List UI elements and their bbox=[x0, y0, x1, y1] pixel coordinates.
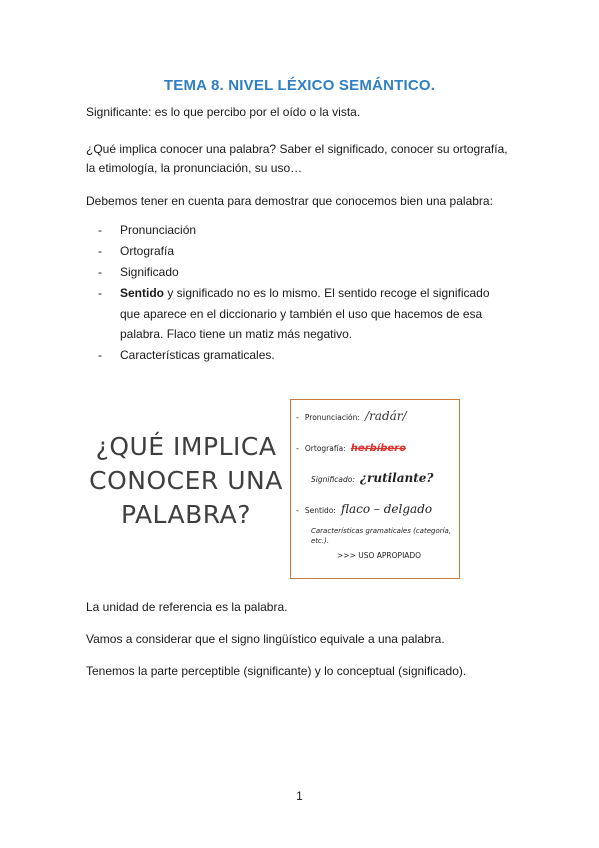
list-item-text: Significado bbox=[120, 265, 179, 279]
paragraph-debemos: Debemos tener en cuenta para demostrar que conocemos bien una palabra: bbox=[86, 194, 493, 208]
list-item-text: y significado no es lo mismo. El sentido recoge el significado bbox=[164, 286, 490, 300]
box-value: ¿rutilante? bbox=[359, 471, 434, 485]
slide-heading-line: CONOCER UNA bbox=[89, 466, 283, 495]
box-row-pronunciacion bbox=[296, 405, 407, 424]
paragraph-perceptible: Tenemos la parte perceptible (significante) y lo conceptual (significado). bbox=[86, 664, 467, 678]
list-dash: - bbox=[98, 223, 102, 237]
box-value: flaco – delgado bbox=[341, 502, 433, 516]
slide-heading-line: ¿QUÉ IMPLICA bbox=[95, 432, 277, 461]
list-item bbox=[86, 241, 526, 262]
list-item-text: Pronunciación bbox=[120, 223, 197, 237]
box-row-caracteristicas bbox=[311, 526, 451, 546]
box-label: Significado: bbox=[311, 475, 355, 484]
slide-heading-line: PALABRA? bbox=[120, 500, 252, 529]
list-item-text: Ortografía bbox=[120, 244, 175, 258]
requirements-list bbox=[86, 220, 526, 366]
page-number: 1 bbox=[296, 789, 303, 803]
examples-box bbox=[290, 399, 460, 579]
box-dash: - bbox=[296, 444, 299, 453]
list-item bbox=[86, 345, 526, 366]
list-dash: - bbox=[98, 244, 102, 258]
box-text-line: Características gramaticales (categoría, bbox=[311, 527, 452, 535]
box-row-ortografia bbox=[296, 436, 406, 455]
box-value: herbíbero bbox=[350, 443, 406, 454]
list-item-line: palabra. Flaco tiene un matiz más negativo. bbox=[120, 327, 353, 341]
list-item bbox=[86, 262, 526, 283]
list-item bbox=[86, 283, 526, 345]
list-dash: - bbox=[98, 348, 102, 362]
paragraph-que-implica bbox=[86, 140, 526, 178]
paragraph-line: la etimología, la pronunciación, su uso… bbox=[86, 161, 303, 175]
box-label: Ortografía: bbox=[304, 444, 346, 453]
box-label: Pronunciación: bbox=[304, 413, 360, 422]
box-label: Sentido: bbox=[304, 506, 336, 515]
box-row-sentido bbox=[296, 498, 432, 517]
paragraph-significante: Significante: es lo que percibo por el oído o la vista. bbox=[86, 105, 361, 119]
list-item bbox=[86, 220, 526, 241]
paragraph-line: ¿Qué implica conocer una palabra? Saber el significado, conocer su ortografía, bbox=[86, 142, 508, 156]
list-dash: - bbox=[98, 265, 102, 279]
box-dash: - bbox=[296, 506, 299, 515]
box-value: /radár/ bbox=[365, 409, 407, 423]
list-item-line bbox=[120, 283, 526, 304]
page-title: TEMA 8. NIVEL LÉXICO SEMÁNTICO. bbox=[163, 77, 436, 94]
list-dash: - bbox=[98, 286, 102, 300]
box-dash: - bbox=[296, 413, 299, 422]
paragraph-unidad: La unidad de referencia es la palabra. bbox=[86, 600, 288, 614]
list-item-text: Características gramaticales. bbox=[120, 348, 275, 362]
list-item-line: que aparece en el diccionario y también el uso que hacemos de esa bbox=[120, 306, 483, 321]
list-item-bold: Sentido bbox=[120, 286, 164, 300]
box-text-line: etc.). bbox=[311, 537, 330, 545]
paragraph-signo: Vamos a considerar que el signo lingüístico equivale a una palabra. bbox=[86, 632, 445, 646]
box-row-uso: >>> USO APROPIADO bbox=[337, 551, 422, 560]
box-row-significado bbox=[311, 467, 433, 486]
slide-heading bbox=[86, 430, 286, 532]
